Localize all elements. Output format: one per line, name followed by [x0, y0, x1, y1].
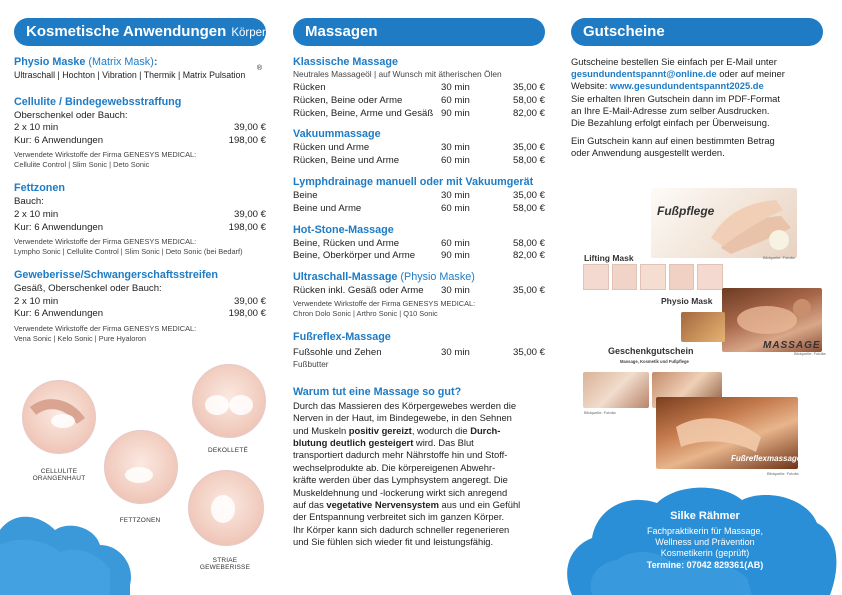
vakuum-title: Vakuummassage: [293, 128, 381, 141]
service-price: 82,00 €: [512, 107, 545, 119]
fettzonen-image: [104, 430, 178, 504]
price-row: [293, 238, 545, 251]
cellulite-title: Cellulite / Bindegewebsstraffung: [14, 95, 182, 108]
why-title: Warum tut eine Massage so gut?: [293, 385, 462, 398]
decorative-cloud-left: [0, 490, 140, 595]
price-row: [293, 142, 545, 155]
ingredient-note: Verwendete Wirkstoffe der Firma GENESYS MEDICAL:: [293, 298, 476, 308]
price-row: 2 x 10 min 39,00 €: [14, 208, 266, 220]
ultra-title: Ultraschall-Massage (Physio Maske): [293, 271, 475, 284]
klassisch-section: [293, 56, 545, 120]
vakuum-rows: [293, 142, 545, 168]
service-name: Rücken: [293, 82, 326, 93]
massage-label: MASSAGE: [763, 340, 821, 351]
striae-image: [188, 470, 264, 546]
service-duration: 60 min: [441, 202, 470, 214]
why-text: Durch das Massieren des Körpergewebes werden die Nerven in der Haut, im Bindegewebe, in den Sehnen und Muskeln positiv gereizt, wodurch die Durch- blutung deutlich gesteigert wird. Das Blut transportiert dadurch mehr Nährstoffe hin und Stoff- wechselprodukte ab. Die körpereigenen Abwehr- kräfte werden über das Lymphsystem angeregt. Die Muskeldehnung und -lockerung wirkt sich anregend auf das vegetative Nervensystem aus und ein Gefühl der Entspannung verbreitet sich im ganzen Körper. Ihr Körper kann sich dadurch schneller regenerieren und Sie fühlen sich wieder fit und leistungsfähig.: [293, 399, 521, 548]
service-name: Fußsohle und Zehen: [293, 346, 382, 358]
service-duration: 30 min: [441, 189, 470, 201]
service-duration: 30 min: [441, 82, 470, 93]
price-row: 2 x 10 min 39,00 €: [14, 295, 266, 307]
caption-dekollete: DEKOLLETÉ: [207, 447, 249, 454]
physio-items: Ultraschall | Hochton | Vibration | Thermik | Matrix Pulsation ®: [14, 65, 262, 80]
header-kosmetische-anwendungen: [14, 18, 266, 46]
service-price: 82,00 €: [512, 250, 545, 262]
price-row: [293, 285, 545, 298]
col2-content: [293, 56, 545, 549]
ingredient-list: Lympho Sonic | Cellulite Control | Slim Sonic | Deto Sonic (bei Bedarf): [14, 247, 243, 257]
candles-photo: [681, 312, 725, 342]
geschenk-title: Geschenkgutschein: [608, 346, 694, 356]
header-title: Kosmetische Anwendungen: [26, 23, 227, 40]
caption-striae: STRIAE GEWEBERISSE: [199, 557, 251, 571]
image-credit: Bildquelle: Fotolia: [794, 351, 826, 356]
cellulite-section: [14, 96, 266, 171]
voucher-info: Gutscheine bestellen Sie einfach per E-Mail unter gesundundentspannt@online.de oder auf meiner Website: www.gesundundentspannt2025.de Sie erhalten Ihren Gutschein dann im PDF-Format an Ihre E-Mail-Adresse zum selber Ausdrucken. Die Bezahlung erfolgt einfach per Überweisung. Ein Gutschein kann auf einen bestimmten Betrag oder Anwendung ausgestellt werden.: [571, 56, 785, 159]
cellulite-area: Oberschenkel oder Bauch:: [14, 109, 128, 121]
physio-title: Physio Mask: [661, 296, 713, 306]
header-massagen: Massagen: [293, 18, 545, 46]
why-section: [293, 386, 545, 549]
contact-line: Kosmetikerin (geprüft): [660, 548, 750, 558]
service-duration: 30 min: [441, 142, 470, 154]
geweberisse-section: [14, 269, 266, 344]
ingredient-note: Verwendete Wirkstoffe der Firma GENESYS MEDICAL:: [14, 150, 197, 160]
geweberisse-area: Gesäß, Oberschenkel oder Bauch:: [14, 283, 162, 295]
vakuum-section: [293, 128, 545, 168]
price-row: Kur: 6 Anwendungen 198,00 €: [14, 308, 266, 320]
header-sub: Körper: [231, 27, 266, 39]
col1-content: [14, 56, 266, 344]
fusspflege-photo: [651, 188, 797, 258]
service-price: 58,00 €: [512, 94, 545, 106]
contact-block: [610, 510, 800, 572]
lymph-title: Lymphdrainage manuell oder mit Vakuumgerät: [293, 175, 534, 188]
header-gutscheine: Gutscheine: [571, 18, 823, 46]
price-row: [293, 190, 545, 203]
fussreflex-title: Fußreflexmassage: [731, 454, 802, 463]
fuss-title: Fußreflex-Massage: [293, 330, 391, 343]
price-row: [293, 95, 545, 108]
ingredient-list: Cellulite Control | Slim Sonic | Deto Sonic: [14, 160, 150, 170]
service-price: 35,00 €: [512, 142, 545, 154]
klassisch-title: Klassische Massage: [293, 56, 399, 68]
service-duration: 90 min: [441, 250, 470, 262]
fettzonen-title: Fettzonen: [14, 182, 65, 195]
registered-mark: ®: [256, 65, 262, 72]
service-name: Beine, Oberkörper und Arme: [293, 250, 416, 262]
lifting-title: Lifting Mask: [584, 253, 634, 263]
fettzonen-area: Bauch:: [14, 196, 44, 208]
contact-name: Silke Rähmer: [670, 510, 740, 522]
fuss-section: [293, 331, 545, 370]
price-row: 2 x 10 min 39,00 €: [14, 122, 266, 134]
fusspflege-title: Fußpflege: [657, 204, 715, 218]
ingredient-note: Verwendete Wirkstoffe der Firma GENESYS MEDICAL:: [14, 323, 197, 333]
face-massage-photo: [583, 372, 649, 408]
price-row: [293, 250, 545, 263]
service-duration: 60 min: [441, 237, 470, 249]
klassisch-rows: [293, 82, 545, 120]
price-row: Kur: 6 Anwendungen 198,00 €: [14, 134, 266, 146]
price-row: [293, 108, 545, 121]
ingredient-list: Chron Dolo Sonic | Arthro Sonic | Q10 Sonic: [293, 308, 438, 318]
geweberisse-title: Geweberisse/Schwangerschaftsstreifen: [14, 269, 219, 282]
image-credit: Bildquelle: Fotolia: [763, 255, 795, 260]
cellulite-image: [22, 380, 96, 454]
geschenk-sub: Massage, Kosmetik und Fußpflege: [620, 359, 689, 364]
image-credit: Bildquelle: Fotolia: [584, 410, 616, 415]
klassisch-sub: Neutrales Massageöl | auf Wunsch mit ätherischen Ölen: [293, 69, 502, 79]
service-name: Beine: [293, 189, 318, 201]
caption-cellulite: CELLULITE ORANGENHAUT: [32, 468, 86, 482]
image-credit: Bildquelle: Fotolia: [767, 471, 799, 476]
service-name: Rücken, Beine oder Arme: [293, 94, 403, 106]
service-name: Beine, Rücken und Arme: [293, 237, 400, 249]
ultra-section: [293, 271, 545, 319]
price-row: [293, 203, 545, 216]
physio-title: Physio Maske (Matrix Mask):: [14, 56, 158, 68]
service-duration: 60 min: [441, 155, 470, 167]
ingredient-list: Vena Sonic | Kelo Sonic | Pure Hyaloron: [14, 333, 147, 343]
hotstone-rows: [293, 238, 545, 264]
contact-phone: Termine: 07042 829361(AB): [646, 560, 764, 570]
fuss-rows: [293, 347, 545, 360]
fettzonen-section: [14, 182, 266, 257]
service-name: Rücken und Arme: [293, 142, 370, 154]
service-name: Rücken inkl. Gesäß oder Arme: [293, 285, 424, 297]
service-duration: 60 min: [441, 94, 470, 106]
service-name: Rücken, Beine, Arme und Gesäß: [293, 107, 434, 119]
price-row: [293, 347, 545, 360]
service-price: 35,00 €: [512, 346, 545, 358]
lymph-section: [293, 176, 545, 216]
service-duration: 90 min: [441, 107, 470, 119]
contact-line: Wellness und Prävention: [655, 537, 755, 547]
price-row: [293, 82, 545, 95]
price-row: [293, 155, 545, 168]
email-link[interactable]: gesundundentspannt@online.de: [571, 68, 717, 80]
service-duration: 30 min: [441, 346, 470, 358]
service-price: 58,00 €: [512, 237, 545, 249]
caption-fettzonen: FETTZONEN: [119, 517, 161, 524]
service-name: Rücken, Beine und Arme: [293, 155, 400, 167]
dekollete-image: [192, 364, 266, 438]
service-price: 58,00 €: [512, 155, 545, 167]
ingredient-note: Verwendete Wirkstoffe der Firma GENESYS MEDICAL:: [14, 237, 197, 247]
service-name: Beine und Arme: [293, 202, 362, 214]
service-price: 35,00 €: [512, 285, 545, 297]
fuss-note: Fußbutter: [293, 359, 329, 369]
col3-content: [571, 56, 829, 160]
ultra-rows: [293, 285, 545, 298]
service-price: 35,00 €: [512, 189, 545, 201]
service-price: 58,00 €: [512, 202, 545, 214]
hotstone-section: [293, 224, 545, 264]
contact-line: Fachpraktikerin für Massage,: [646, 526, 764, 536]
hotstone-title: Hot-Stone-Massage: [293, 223, 394, 236]
price-row: Kur: 6 Anwendungen 198,00 €: [14, 221, 266, 233]
service-duration: 30 min: [441, 285, 470, 297]
service-price: 35,00 €: [512, 82, 545, 93]
lifting-strip: [583, 264, 723, 290]
website-link[interactable]: www.gesundundentspannt2025.de: [609, 80, 764, 92]
lymph-rows: [293, 190, 545, 216]
